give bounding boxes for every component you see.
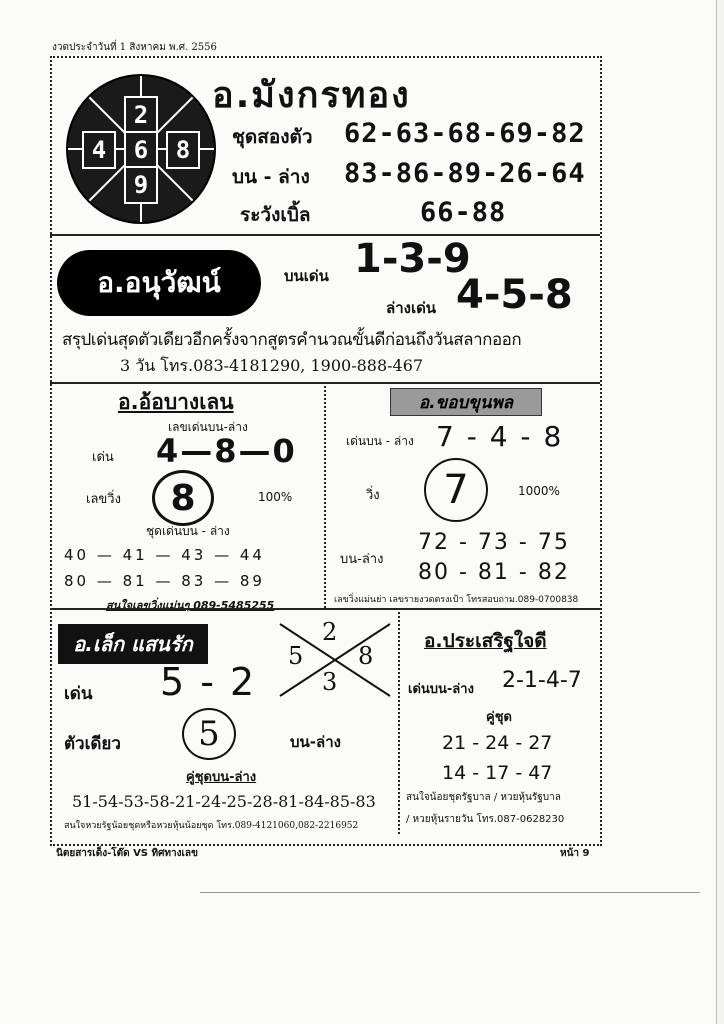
khob-set-row1: 72 - 73 - 75 [418,530,570,555]
prasert-den-label: เด่นบน-ล่าง [408,682,474,697]
lek-single-ring [182,708,236,760]
page-number: หน้า 9 [560,848,590,859]
orbang-subtitle: เลขเด่นบน-ล่าง [168,420,248,434]
wheel-bottom: 9 [124,166,158,204]
orbang-set-row1: 40 — 41 — 43 — 44 [64,546,265,564]
top-lead-value: 1-3-9 [354,236,471,282]
khob-den-value: 7 - 4 - 8 [436,420,564,453]
magazine-name: นิตยสารเด็ง-โต๊ด VS ทิศทางเลข [56,848,198,859]
prasert-footer-2: / หวยหุ้นรายวัน โทร.087-0628230 [406,814,565,825]
updown-label: บน - ล่าง [232,166,310,188]
section-title-lek: อ.เล็ก แสนรัก [58,624,208,664]
wheel-top: 2 [124,96,158,134]
bottom-lead-value: 4-5-8 [456,272,573,318]
orbang-den-value: 4—8—0 [156,432,297,470]
cross-left: 5 [288,642,304,670]
wheel-center: 6 [124,131,158,169]
section-title-mangkorn: อ.มังกรทอง [212,75,411,116]
prasert-den-value: 2-1-4-7 [502,668,582,693]
lek-updown-label: บน-ล่าง [290,733,341,751]
prasert-set-row2: 14 - 17 - 47 [442,762,553,784]
khob-run-value: 7 [443,467,469,513]
bottom-lead-label: ล่างเด่น [386,299,437,317]
updown-values: 83-86-89-26-64 [344,158,586,189]
khob-den-label: เด่นบน - ล่าง [346,434,414,448]
lek-den-label: เด่น [64,684,93,704]
wheel-left: 4 [82,131,116,169]
khob-run-percent: 1000% [518,484,560,498]
khob-footer: เลขวิ่งแม่นย่า เลขรายงวดตรงเป้า โทรสอบถาม.089-0700838 [334,595,579,605]
divider-vertical-bottom [398,608,400,834]
lek-set-values: 51-54-53-58-21-24-25-28-81-84-85-83 [72,792,376,811]
prasert-set-label: คู่ชุด [486,710,512,725]
section-title-prasert: อ.ประเสริฐใจดี [424,630,547,652]
section-title-khob: อ.ขอบขุนพล [390,388,542,416]
khob-run-label: วิ่ง [366,488,380,503]
double-label: ระวังเบิ้ล [240,204,311,226]
page-fold-line [200,892,700,893]
pair-label: ชุดสองตัว [232,126,313,148]
summary-line-2: 3 วัน โทร.083-4181290, 1900-888-467 [120,356,424,375]
section-title-orbang: อ.อ้อบางเลน [118,390,234,414]
divider-1 [50,234,600,236]
pair-values: 62-63-68-69-82 [344,118,586,149]
prasert-set-row1: 21 - 24 - 27 [442,732,553,754]
khob-run-ring [424,458,488,522]
divider-vertical-mid [324,382,326,608]
lek-set-label: คู่ชุดบน-ล่าง [186,770,257,785]
cross-top: 2 [322,618,338,646]
lek-single-value: 5 [198,714,220,754]
divider-3 [50,608,600,610]
prasert-footer-1: สนใจน้อยชุดรัฐบาล / หวยหุ้นรัฐบาล [406,792,561,803]
khob-set-row2: 80 - 81 - 82 [418,560,570,585]
orbang-den-label: เด่น [92,450,114,465]
lek-den-value: 5 - 2 [160,660,257,704]
orbang-footer: สนใจเลขวิ่งแม่นๆ 089-5485255 [106,599,275,612]
summary-line-1: สรุปเด่นสุดตัวเดียวอีกครั้งจากสูตรคำนวณขั้นดีก่อนถึงวันสลากออก [62,330,522,350]
orbang-run-label: เลขวิ่ง [86,492,121,507]
lek-single-label: ตัวเดียว [64,734,121,754]
orbang-run-percent: 100% [258,490,293,504]
cross-right: 8 [358,642,374,670]
orbang-set-label: ชุดเด่นบน - ล่าง [146,524,230,538]
wheel-right: 8 [166,131,200,169]
orbang-run-ring [152,470,214,526]
khob-set-label: บน-ล่าง [340,552,384,567]
issue-date: งวดประจำวันที่ 1 สิงหาคม พ.ศ. 2556 [52,42,217,53]
number-wheel [66,74,216,224]
double-values: 66-88 [420,197,507,228]
section-title-anuwat: อ.อนุวัฒน์ [60,253,258,313]
top-lead-label: บนเด่น [284,267,329,285]
orbang-run-value: 8 [170,477,196,519]
lek-footer: สนใจหวยรัฐน้อยชุดหรือหวยหุ้นน้อยชุด โทร.089-4121060,082-2216952 [64,821,359,831]
cross-bottom: 3 [322,668,338,696]
orbang-set-row2: 80 — 81 — 83 — 89 [64,572,265,590]
